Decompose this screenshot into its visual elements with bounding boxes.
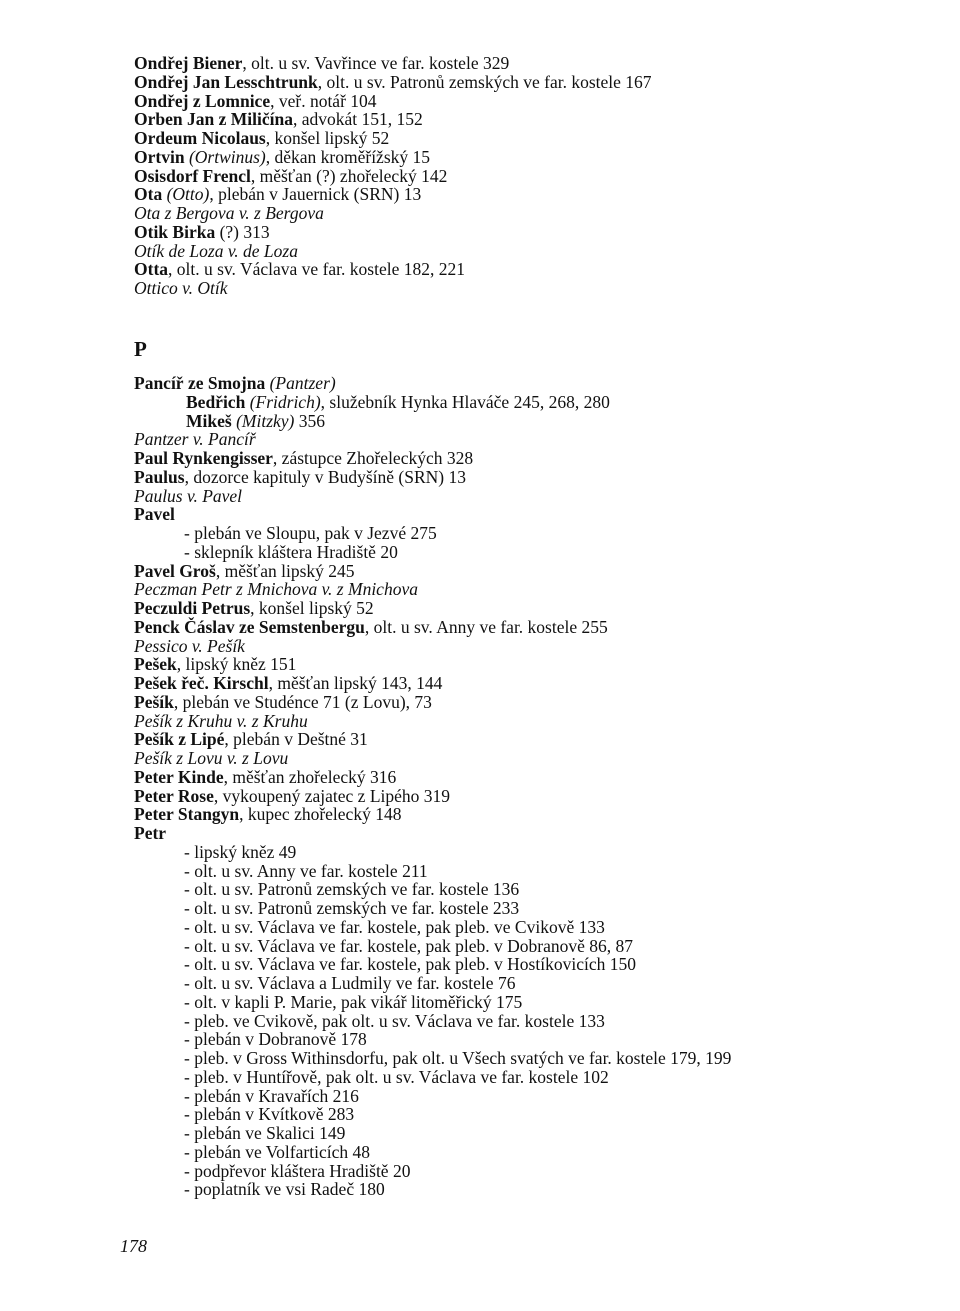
entry-detail: , služebník Hynka Hlaváče 245, 268, 280 — [320, 391, 610, 412]
entry-detail: , kupec zhořelecký 148 — [239, 804, 402, 825]
entry-item: - olt. u sv. Patronů zemských ve far. kostele 233 — [184, 898, 520, 918]
entry-item: - poplatník ve vsi Radeč 180 — [184, 1179, 385, 1200]
entry-name: Osisdorf Frencl — [134, 165, 251, 186]
entry-item: - olt. u sv. Václava a Ludmily ve far. kostele 76 — [184, 973, 516, 993]
entry-alias: (Ortwinus) — [184, 146, 266, 167]
index-entry — [134, 674, 914, 693]
entry-item: - pleb. ve Cvikově, pak olt. u sv. Václava ve far. kostele 133 — [184, 1010, 605, 1031]
entry-detail: , měšťan (?) zhořelecký 142 — [250, 165, 448, 186]
cross-reference: Ottico v. Otík — [134, 278, 228, 298]
index-entry — [134, 449, 914, 468]
page-number: 178 — [120, 1236, 147, 1256]
entry-name: Ondřej Jan Lesschtrunk — [134, 71, 318, 92]
entry-item: - sklepník kláštera Hradiště 20 — [184, 541, 398, 562]
entry-name: Bedřich — [186, 391, 246, 412]
entry-detail: (?) 313 — [215, 221, 270, 242]
cross-reference: Pessico v. Pešík — [134, 635, 245, 656]
index-entry — [134, 787, 914, 806]
entry-name: Pešík — [134, 691, 174, 712]
entry-item: - olt. v kapli P. Marie, pak vikář litoměřický 175 — [184, 991, 523, 1012]
section-letter-heading: P — [134, 337, 147, 361]
cross-reference: Pešík z Lovu v. z Lovu — [134, 748, 289, 768]
index-entry — [134, 73, 914, 92]
entry-item: - plebán ve Skalici 149 — [184, 1123, 346, 1143]
entry-name: Pešík z Lipé — [134, 729, 225, 750]
entry-detail: , veř. notář 104 — [270, 90, 377, 111]
entry-name: Peter Stangyn — [134, 804, 240, 825]
entry-alias: (Otto) — [162, 184, 210, 205]
cross-reference: Otík de Loza v. de Loza — [134, 240, 298, 261]
entry-name: Otta — [134, 259, 169, 280]
entry-detail: , děkan kroměřížský 15 — [265, 146, 431, 167]
index-entry — [134, 185, 914, 204]
entry-item: - olt. u sv. Václava ve far. kostele, pak pleb. v Dobranově 86, 87 — [184, 935, 634, 956]
entry-item: - plebán v Kravařích 216 — [184, 1085, 359, 1106]
cross-reference: Pantzer v. Pancíř — [134, 429, 256, 450]
entry-item: - pleb. v Huntířově, pak olt. u sv. Václava ve far. kostele 102 — [184, 1066, 609, 1087]
entry-name: Pancíř ze Smojna — [134, 373, 266, 393]
index-block-o — [134, 54, 914, 298]
index-entry — [134, 655, 914, 674]
index-entry — [134, 562, 914, 581]
entry-detail: , vykoupený zajatec z Lipého 319 — [213, 785, 451, 806]
index-entry — [134, 730, 914, 749]
entry-detail: , advokát 151, 152 — [292, 109, 423, 130]
entry-item: - plebán v Kvítkově 283 — [184, 1104, 355, 1125]
cross-reference: Ota z Bergova v. z Bergova — [134, 203, 324, 223]
entry-name: Mikeš — [186, 410, 232, 431]
entry-detail: , lipský kněz 151 — [176, 654, 297, 675]
entry-name: Petr — [134, 823, 167, 843]
entry-item: - lipský kněz 49 — [184, 841, 297, 862]
entry-item: - olt. u sv. Václava ve far. kostele, pak pleb. ve Cvikově 133 — [184, 916, 605, 937]
entry-name: Ortvin — [134, 146, 185, 167]
entry-item: - olt. u sv. Anny ve far. kostele 211 — [184, 860, 428, 881]
entry-name: Pešek — [134, 654, 177, 675]
index-entry — [134, 148, 914, 167]
entry-detail: , konšel lipský 52 — [250, 598, 374, 618]
index-entry — [134, 505, 914, 524]
entry-alias: (Mitzky) — [231, 410, 295, 431]
entry-name: Pavel Groš — [134, 560, 216, 581]
index-entry — [134, 768, 914, 787]
index-subentry — [134, 412, 914, 431]
entry-item: - podpřevor kláštera Hradiště 20 — [184, 1160, 411, 1181]
index-entry — [134, 223, 914, 242]
index-entry — [134, 54, 914, 73]
entry-item: - plebán ve Sloupu, pak v Jezvé 275 — [184, 523, 437, 543]
entry-detail: , olt. u sv. Anny ve far. kostele 255 — [364, 616, 608, 637]
index-subentry — [134, 393, 914, 412]
entry-alias: (Pantzer) — [265, 373, 336, 393]
entry-name: Orben Jan z Miličína — [134, 109, 293, 130]
entry-detail: , olt. u sv. Václava ve far. kostele 182, 221 — [168, 259, 465, 280]
entry-name: Peter Kinde — [134, 766, 224, 787]
index-entry — [134, 468, 914, 487]
entry-name: Penck Čáslav ze Semstenbergu — [134, 616, 365, 637]
index-entry — [134, 824, 914, 843]
entry-name: Pešek řeč. Kirschl — [134, 673, 269, 693]
entry-detail: , plebán ve Studénce 71 (z Lovu), 73 — [173, 691, 432, 712]
entry-item: - plebán v Dobranově 178 — [184, 1029, 367, 1050]
entry-name: Paul Rynkengisser — [134, 448, 273, 468]
entry-name: Ondřej z Lomnice — [134, 90, 271, 111]
entry-detail: , zástupce Zhořeleckých 328 — [272, 448, 474, 468]
entry-item: - plebán ve Volfarticích 48 — [184, 1141, 370, 1162]
index-entry — [134, 693, 914, 712]
entry-detail: , plebán v Deštné 31 — [224, 729, 368, 750]
entry-detail: , měšťan zhořelecký 316 — [223, 766, 397, 787]
entry-name: Peter Rose — [134, 785, 214, 806]
index-entry — [134, 599, 914, 618]
entry-detail: , měšťan lipský 245 — [215, 560, 355, 581]
index-entry — [134, 374, 914, 393]
entry-alias: (Fridrich) — [245, 391, 321, 412]
entry-name: Peczuldi Petrus — [134, 598, 251, 618]
index-entry — [134, 110, 914, 129]
entry-item: - olt. u sv. Patronů zemských ve far. kostele 136 — [184, 879, 520, 900]
entry-name: Paulus — [134, 466, 185, 487]
entry-detail: , olt. u sv. Vavřince ve far. kostele 329 — [242, 53, 510, 73]
entry-name: Otik Birka — [134, 221, 216, 242]
entry-detail: , dozorce kapituly v Budyšíně (SRN) 13 — [184, 466, 466, 487]
index-block-p — [134, 374, 914, 1199]
index-entry — [134, 260, 914, 279]
entry-name: Ordeum Nicolaus — [134, 128, 266, 148]
entry-name: Pavel — [134, 504, 175, 525]
cross-reference: Peczman Petr z Mnichova v. z Mnichova — [134, 579, 418, 600]
index-entry — [134, 805, 914, 824]
index-entry — [134, 618, 914, 637]
entry-name: Ondřej Biener — [134, 53, 243, 73]
entry-detail: 356 — [294, 410, 326, 431]
entry-detail: , olt. u sv. Patronů zemských ve far. kostele 167 — [317, 71, 652, 92]
index-entry — [134, 167, 914, 186]
entry-item: - pleb. v Gross Withinsdorfu, pak olt. u Všech svatých ve far. kostele 179, 199 — [184, 1048, 732, 1068]
cross-reference: Pešík z Kruhu v. z Kruhu — [134, 710, 308, 731]
entry-detail: , měšťan lipský 143, 144 — [268, 673, 443, 693]
entry-detail: , konšel lipský 52 — [265, 128, 390, 148]
index-entry — [134, 129, 914, 148]
entry-name: Ota — [134, 184, 163, 205]
entry-item: - olt. u sv. Václava ve far. kostele, pak pleb. v Hostíkovicích 150 — [184, 954, 636, 975]
cross-reference: Paulus v. Pavel — [134, 485, 243, 506]
entry-detail: , plebán v Jauernick (SRN) 13 — [209, 184, 422, 205]
index-entry — [134, 92, 914, 111]
